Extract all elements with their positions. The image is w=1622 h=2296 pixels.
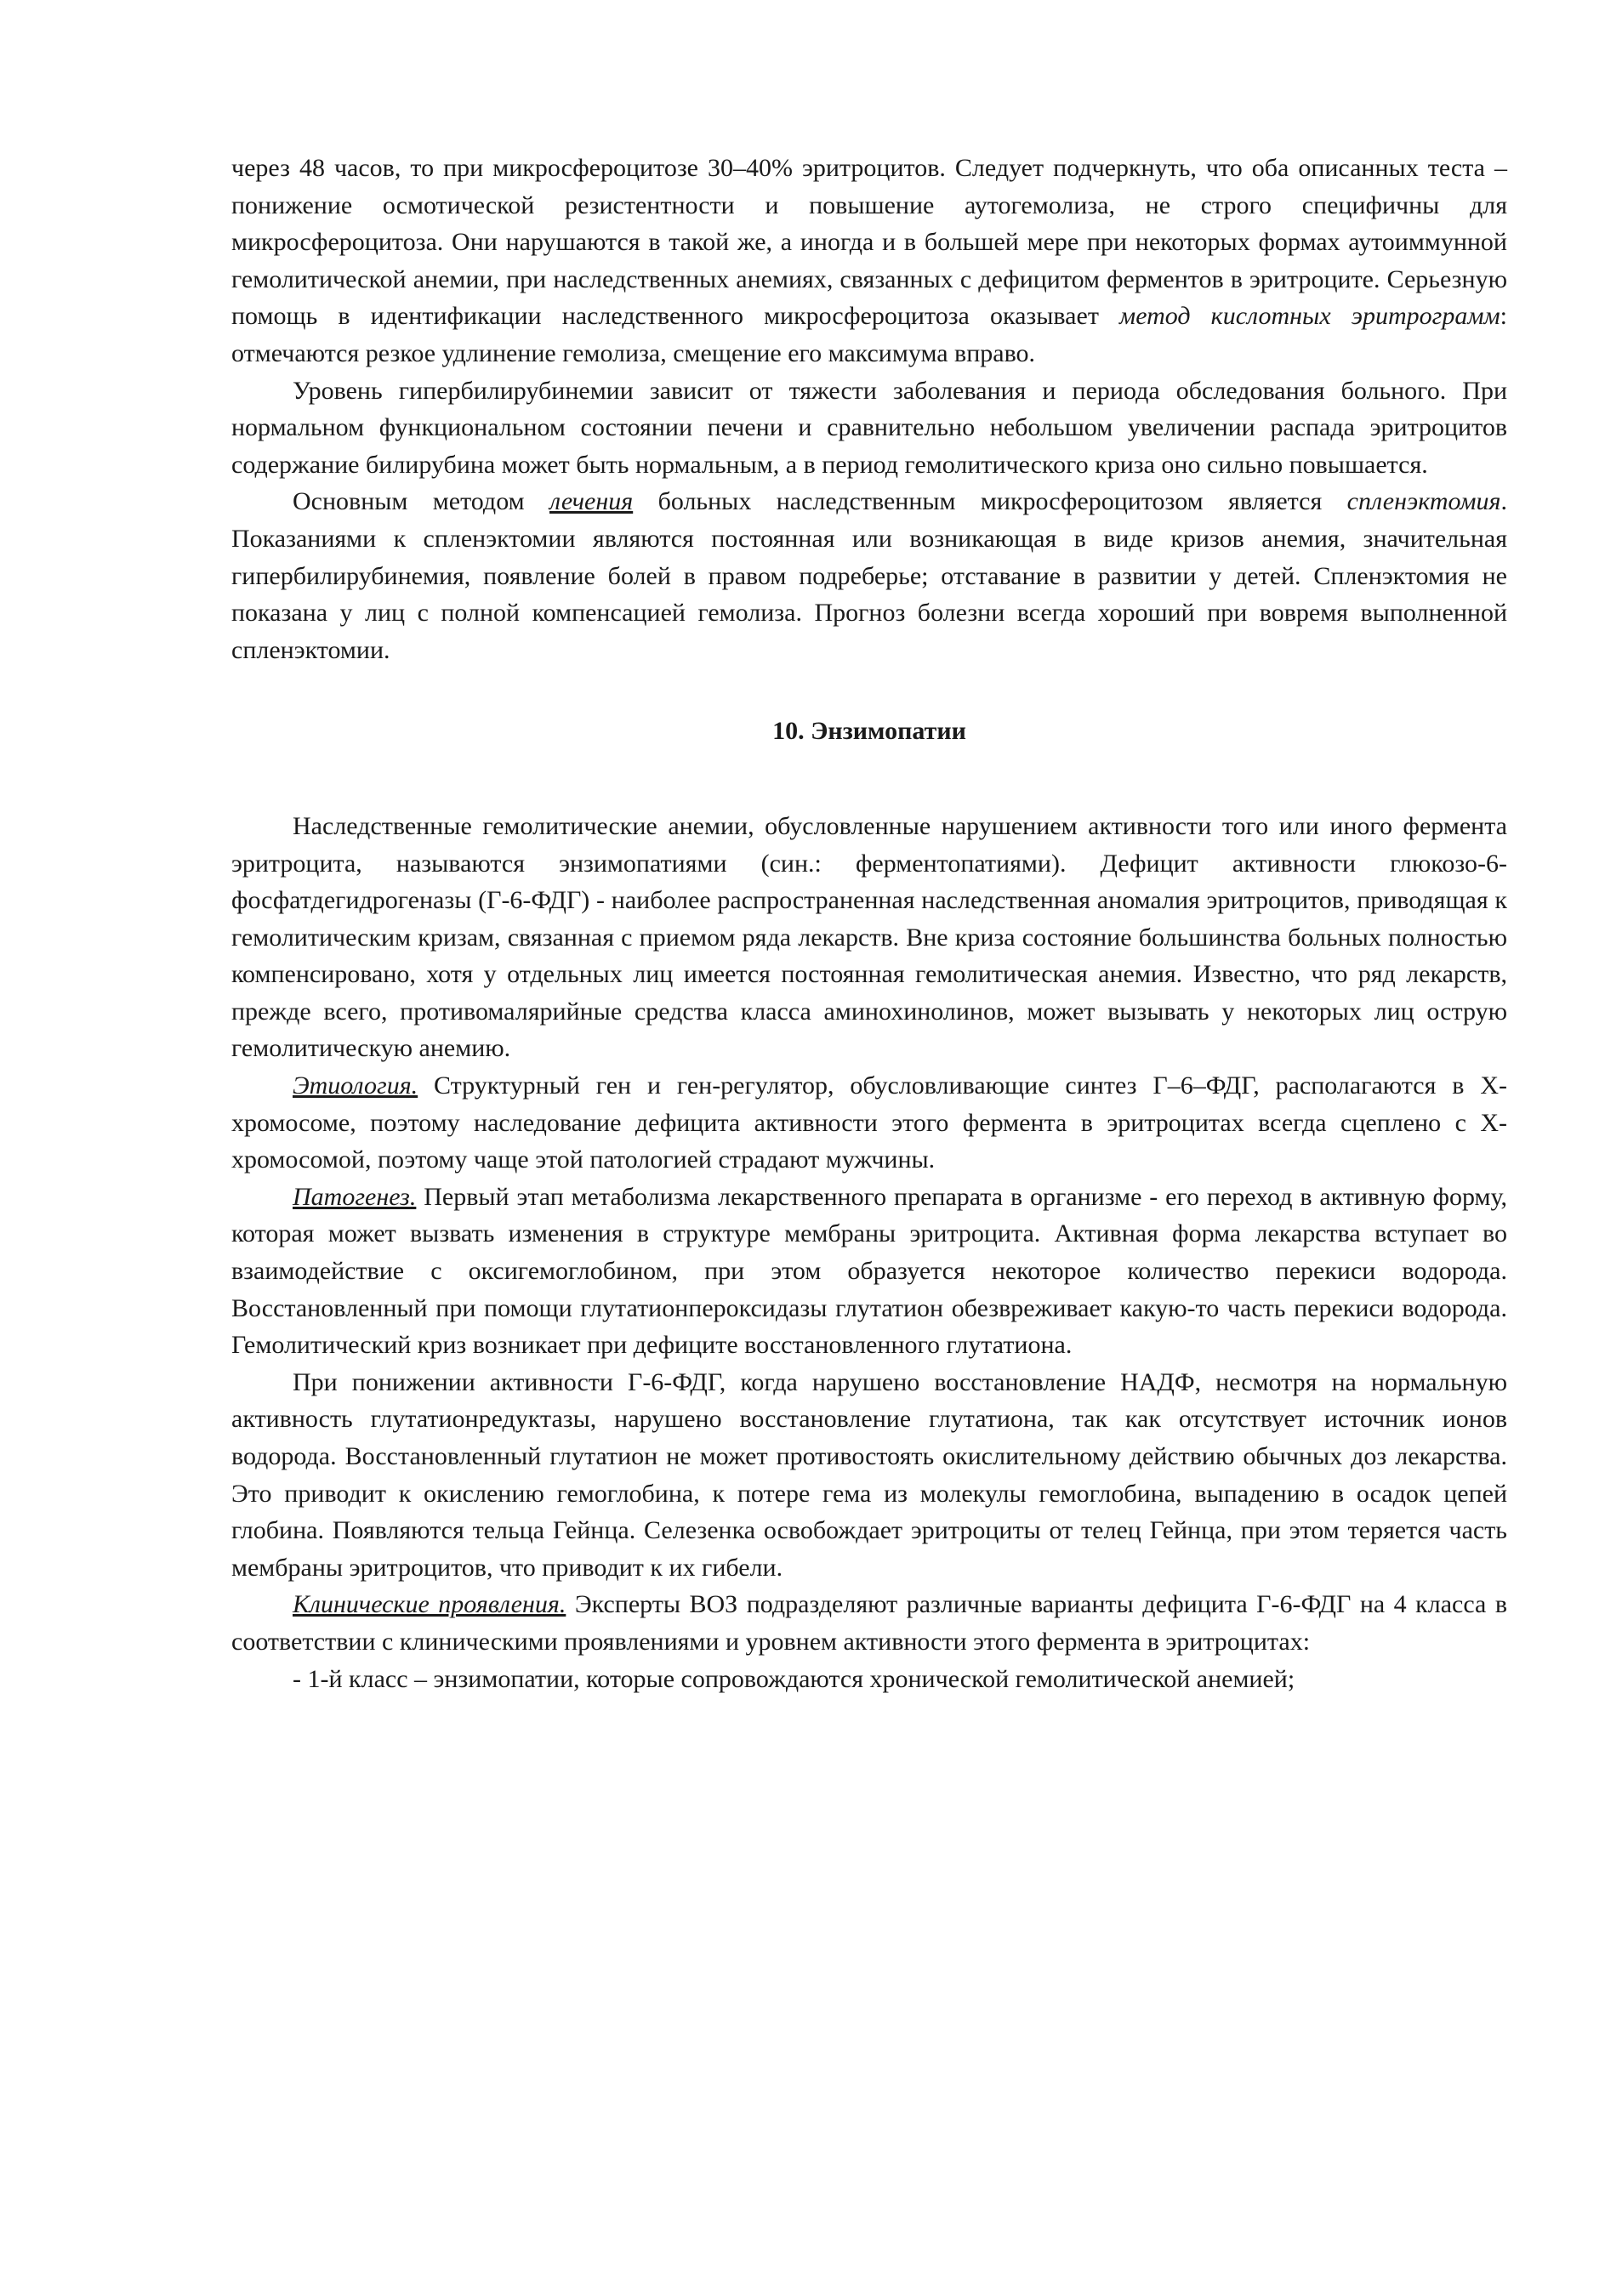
text-run: Основным методом (293, 487, 549, 516)
text-run: . Показаниями к спленэктомии являются постоянная или возникающая в виде кризов анемия, значительная гипербилирубинемия, появление болей в правом подреберье; отставание в развитии у детей. Спленэктомия не показана у лиц с полной компенсацией гемолиза. Прогноз болезни всегда хороший при вовремя выполненной спленэктомии. (231, 487, 1507, 664)
text-run: Эксперты ВОЗ подразделяют различные варианты дефицита Г-6-ФДГ на 4 класса в соответствии с клиническими проявлениями и уровнем активности этого фермента в эритроцитах: (231, 1590, 1508, 1656)
text-run: больных наследственным микросфероцитозом является (633, 487, 1347, 516)
subheading-etiology: Этиология. (293, 1071, 418, 1100)
paragraph-microspherocytosis-tests (231, 150, 1507, 372)
text-run: Структурный ген и ген-регулятор, обусловливающие синтез Г–6–ФДГ, располагаются в Х-хромосоме, поэтому наследование дефицита активности этого фермента в эритроцитах всегда сцеплено с Х-хромосомой, поэтому чаще этой патологией страдают мужчины. (231, 1071, 1507, 1174)
text-run: через 48 часов, то при микросфероцитозе 30–40% эритроцитов. Следует подчеркнуть, что оба описанных теста – понижение осмотической резистентности и повышение аутогемолиза, не строго специфичны для микросфероцитоза. Они нарушаются в такой же, а иногда и в большей мере при некоторых формах аутоиммунной гемолитической анемии, при наследственных анемиях, связанных с дефицитом ферментов в эритроците. Серьезную помощь в идентификации наследственного микросфероцитоза оказывает (231, 154, 1507, 331)
paragraph-etiology (231, 1067, 1507, 1179)
section-heading: 10. Энзимопатии (772, 717, 966, 746)
spacer (231, 750, 1507, 808)
text-run: Уровень гипербилирубинемии зависит от тяжести заболевания и периода обследования больного. При нормальном функциональном состоянии печени и сравнительно небольшом увеличении распада эритроцитов содержание билирубина может быть нормальным, а в период гемолитического криза оно сильно повышается. (231, 376, 1507, 479)
paragraph-clinical-manifestations (231, 1586, 1507, 1660)
paragraph-g6pd-mechanism (231, 1364, 1507, 1587)
emphasis-acid-erythrogram-method: метод кислотных эритрограмм (1119, 302, 1500, 331)
emphasis-splenectomy: спленэктомия (1346, 487, 1501, 516)
text-run: Первый этап метаболизма лекарственного препарата в организме - его переход в активную форму, которая может вызвать изменения в структуре мембраны эритроцита. Активная форма лекарства вступает во взаимодействие с оксигемоглобином, при этом образуется некоторое количество перекиси водорода. Восстановленный при помощи глутатионпероксидазы глутатион обезвреживает какую-то часть перекиси водорода. Гемолитический криз возникает при дефиците восстановленного глутатиона. (231, 1182, 1507, 1360)
paragraph-hyperbilirubinemia (231, 372, 1507, 484)
text-run: Наследственные гемолитические анемии, обусловленные нарушением активности того или иного фермента эритроцита, называются энзимопатиями (син.: ферментопатиями). Дефицит активности глюкозо-6-фосфатдегидрогеназы (Г-6-ФДГ) - наиболее распространенная наследственная аномалия эритроцитов, приводящая к гемолитическим кризам, связанная с приемом ряда лекарств. Вне криза состояние большинства больных полностью компенсировано, хотя у отдельных лиц имеется постоянная гемолитическая анемия. Известно, что ряд лекарств, прежде всего, противомалярийные средства класса аминохинолинов, может вызывать у некоторых лиц острую гемолитическую анемию. (231, 811, 1507, 1063)
document-page (231, 150, 1507, 1697)
subheading-clinical-manifestations: Клинические проявления. (293, 1590, 566, 1619)
text-run: При понижении активности Г-6-ФДГ, когда нарушено восстановление НАДФ, несмотря на нормальную активность глутатионредуктазы, нарушено восстановление глутатиона, так как отсутствует источник ионов водорода. Восстановленный глутатион не может противостоять окислительному действию обычных доз лекарства. Это приводит к окислению гемоглобина, к потере гема из молекулы гемоглобина, выпадению в осадок цепей глобина. Появляются тельца Гейнца. Селезенка освобождает эритроциты от телец Гейнца, при этом теряется часть мембраны эритроцитов, что приводит к их гибели. (231, 1367, 1507, 1582)
paragraph-enzymopathies-intro (231, 808, 1507, 1067)
subheading-pathogenesis: Патогенез. (293, 1182, 417, 1211)
text-run: : отмечаются резкое удлинение гемолиза, смещение его максимума вправо. (231, 302, 1507, 367)
spacer (231, 668, 1507, 713)
list-item-class-1 (231, 1661, 1507, 1698)
emphasis-treatment: лечения (549, 487, 634, 516)
text-run: - 1-й класс – энзимопатии, которые сопровождаются хронической гемолитической анемией; (293, 1664, 1295, 1693)
paragraph-pathogenesis (231, 1179, 1507, 1364)
paragraph-treatment (231, 483, 1507, 668)
